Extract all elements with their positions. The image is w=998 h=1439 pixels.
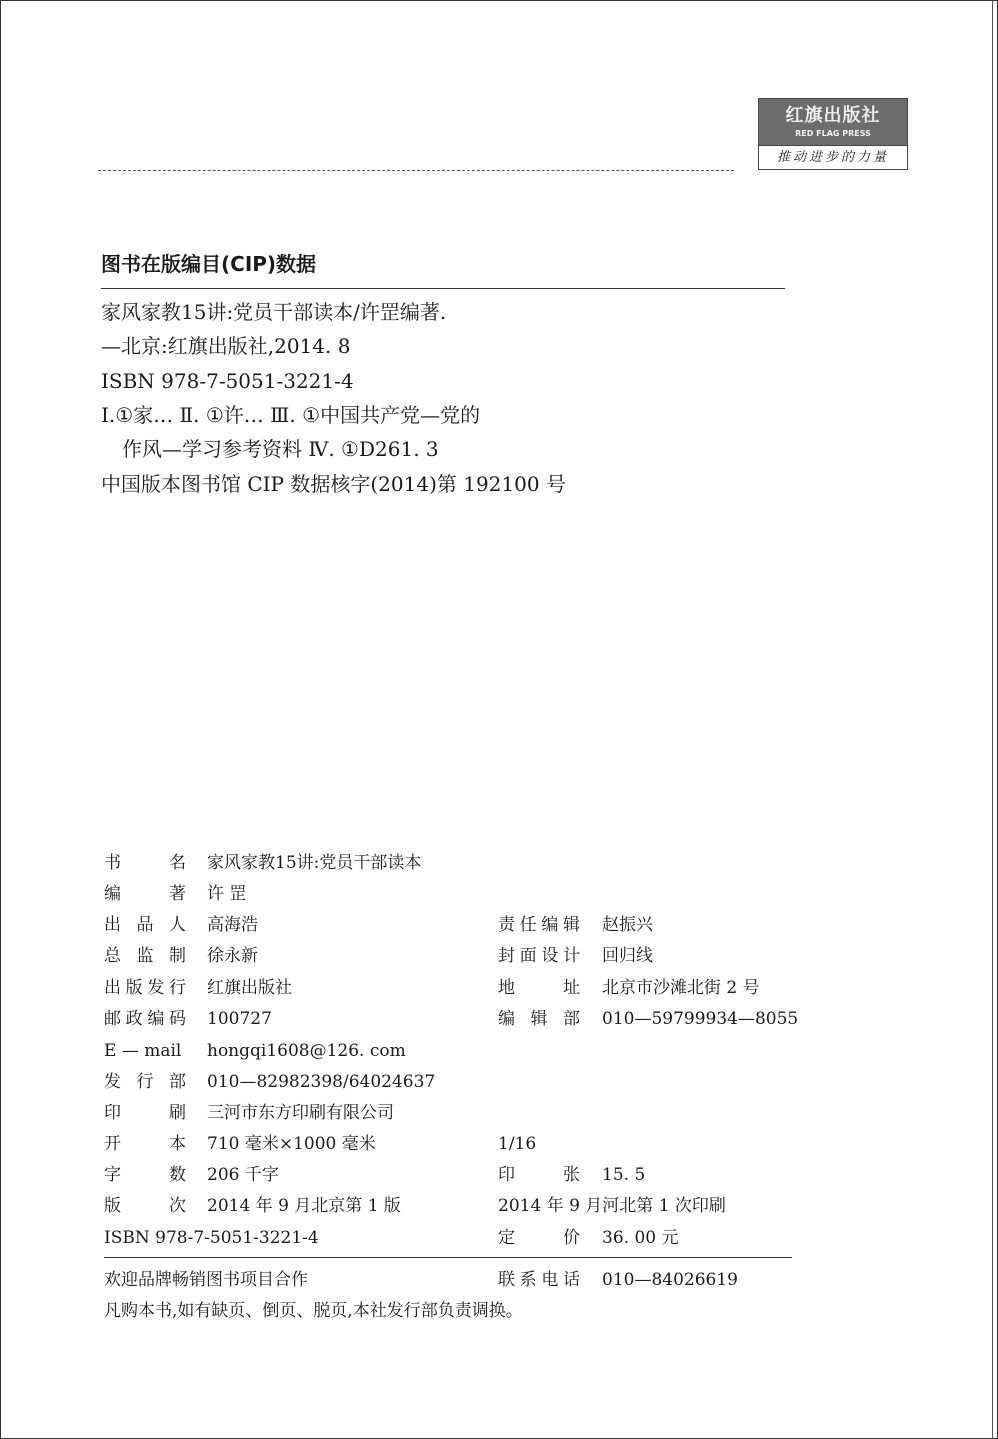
label-char: 政 <box>125 1009 143 1029</box>
value-editor: 赵振兴 <box>602 915 653 935</box>
label-char: 张 <box>563 1165 580 1185</box>
label-author <box>104 882 186 906</box>
label-char: 字 <box>104 1165 121 1185</box>
label-char: 出 <box>104 915 121 935</box>
label-editorial-dept <box>498 1007 580 1031</box>
label-char: 编 <box>147 1009 165 1029</box>
value-cover-design: 回归线 <box>602 946 653 966</box>
label-char: 名 <box>169 853 186 873</box>
value-edition: 2014 年 9 月北京第 1 版 <box>207 1196 401 1216</box>
label-char: 次 <box>169 1196 186 1216</box>
label-char: 发 <box>147 978 165 998</box>
label-format <box>104 1132 186 1156</box>
label-char: 发 <box>104 1072 121 1092</box>
logo-english: RED FLAG PRESS <box>795 129 871 138</box>
return-notice: 凡购本书,如有缺页、倒页、脱页,本社发行部负责调换。 <box>104 1301 523 1321</box>
cip-line-subjects: Ⅰ.①家… Ⅱ. ①许… Ⅲ. ①中国共产党—党的 <box>101 403 481 427</box>
label-char: 数 <box>169 1165 186 1185</box>
publisher-logo <box>758 98 908 170</box>
label-char: 设 <box>541 946 559 966</box>
label-char: 系 <box>519 1270 537 1290</box>
label-email: E — mail <box>104 1041 182 1061</box>
label-char: 地 <box>498 978 515 998</box>
label-char: 计 <box>562 946 580 966</box>
label-address <box>498 976 580 1000</box>
label-char: 书 <box>104 853 121 873</box>
cip-line-publisher: —北京:红旗出版社,2014. 8 <box>101 334 351 358</box>
label-char: 编 <box>541 915 559 935</box>
label-char: 品 <box>136 915 154 935</box>
label-char: 人 <box>169 915 186 935</box>
cooperation-text: 欢迎品牌畅销图书项目合作 <box>104 1270 308 1290</box>
label-printer <box>104 1101 186 1125</box>
label-char: 封 <box>498 946 515 966</box>
cip-rule <box>101 288 785 289</box>
value-address: 北京市沙滩北街 2 号 <box>602 978 760 998</box>
label-char: 联 <box>498 1270 515 1290</box>
label-book-name <box>104 851 186 875</box>
label-char: 刷 <box>169 1103 186 1123</box>
label-char: 责 <box>498 915 515 935</box>
label-cover-design <box>498 944 580 968</box>
label-char: 价 <box>563 1228 580 1248</box>
label-contact <box>498 1268 580 1292</box>
value-printer: 三河市东方印刷有限公司 <box>207 1103 394 1123</box>
label-char: 电 <box>541 1270 559 1290</box>
label-char: 码 <box>168 1009 186 1029</box>
label-char: 著 <box>169 884 186 904</box>
label-char: 辑 <box>562 915 580 935</box>
label-supervisor <box>104 944 186 968</box>
label-distribution <box>104 1070 186 1094</box>
label-char: 开 <box>104 1134 121 1154</box>
label-char: 版 <box>125 978 143 998</box>
value-format: 710 毫米×1000 毫米 <box>207 1134 376 1154</box>
value-format-fraction: 1/16 <box>498 1134 537 1154</box>
label-char: 话 <box>562 1270 580 1290</box>
value-contact: 010—84026619 <box>602 1270 738 1290</box>
label-char: 行 <box>168 978 186 998</box>
label-char: 版 <box>104 1196 121 1216</box>
value-isbn: ISBN 978-7-5051-3221-4 <box>104 1228 319 1248</box>
label-char: 邮 <box>104 1009 121 1029</box>
value-editorial-dept: 010—59799934—8055 <box>602 1009 799 1029</box>
label-char: 编 <box>498 1009 515 1029</box>
label-char: 面 <box>519 946 537 966</box>
label-char: 总 <box>104 946 121 966</box>
value-distribution: 010—82982398/64024637 <box>207 1072 436 1092</box>
cip-line-title: 家风家教15讲:党员干部读本/许罡编著. <box>101 300 447 324</box>
label-char: 辑 <box>530 1009 548 1029</box>
label-char: 部 <box>563 1009 580 1029</box>
label-publisher <box>104 976 186 1000</box>
label-char: 行 <box>136 1072 154 1092</box>
label-char: 部 <box>169 1072 186 1092</box>
label-char: 出 <box>104 978 121 998</box>
value-producer: 高海浩 <box>207 915 258 935</box>
cip-line-cip-number: 中国版本图书馆 CIP 数据核字(2014)第 192100 号 <box>101 472 566 496</box>
label-producer <box>104 913 186 937</box>
cip-line-isbn: ISBN 978-7-5051-3221-4 <box>101 369 354 393</box>
value-email: hongqi1608@126. com <box>207 1041 406 1061</box>
label-char: 任 <box>519 915 537 935</box>
label-char: 印 <box>104 1103 121 1123</box>
label-char: 印 <box>498 1165 515 1185</box>
logo-banner <box>759 99 907 146</box>
header-rule <box>98 170 734 171</box>
logo-name: 红旗出版社 <box>785 105 881 126</box>
value-word-count: 206 千字 <box>207 1165 279 1185</box>
cip-line-subjects-cont: 作风—学习参考资料 Ⅳ. ①D261. 3 <box>122 437 439 461</box>
value-price: 36. 00 元 <box>602 1228 679 1248</box>
value-postcode: 100727 <box>207 1009 272 1029</box>
value-publisher: 红旗出版社 <box>207 978 292 998</box>
value-book-name: 家风家教15讲:党员干部读本 <box>207 853 422 873</box>
logo-slogan: 推动进步的力量 <box>776 150 889 165</box>
label-char: 编 <box>104 884 121 904</box>
bottom-rule <box>104 1257 792 1258</box>
value-sheets: 15. 5 <box>602 1165 646 1185</box>
cip-heading: 图书在版编目(CIP)数据 <box>101 252 317 276</box>
label-price <box>498 1226 580 1250</box>
label-postcode <box>104 1007 186 1031</box>
label-char: 制 <box>169 946 186 966</box>
label-char: 本 <box>169 1134 186 1154</box>
label-char: 监 <box>136 946 154 966</box>
value-printing: 2014 年 9 月河北第 1 次印刷 <box>498 1196 726 1216</box>
label-sheets <box>498 1163 580 1187</box>
value-author: 许 罡 <box>207 884 247 904</box>
label-word-count <box>104 1163 186 1187</box>
value-supervisor: 徐永新 <box>207 946 258 966</box>
label-editor <box>498 913 580 937</box>
label-char: 定 <box>498 1228 515 1248</box>
label-edition <box>104 1194 186 1218</box>
label-char: 址 <box>563 978 580 998</box>
